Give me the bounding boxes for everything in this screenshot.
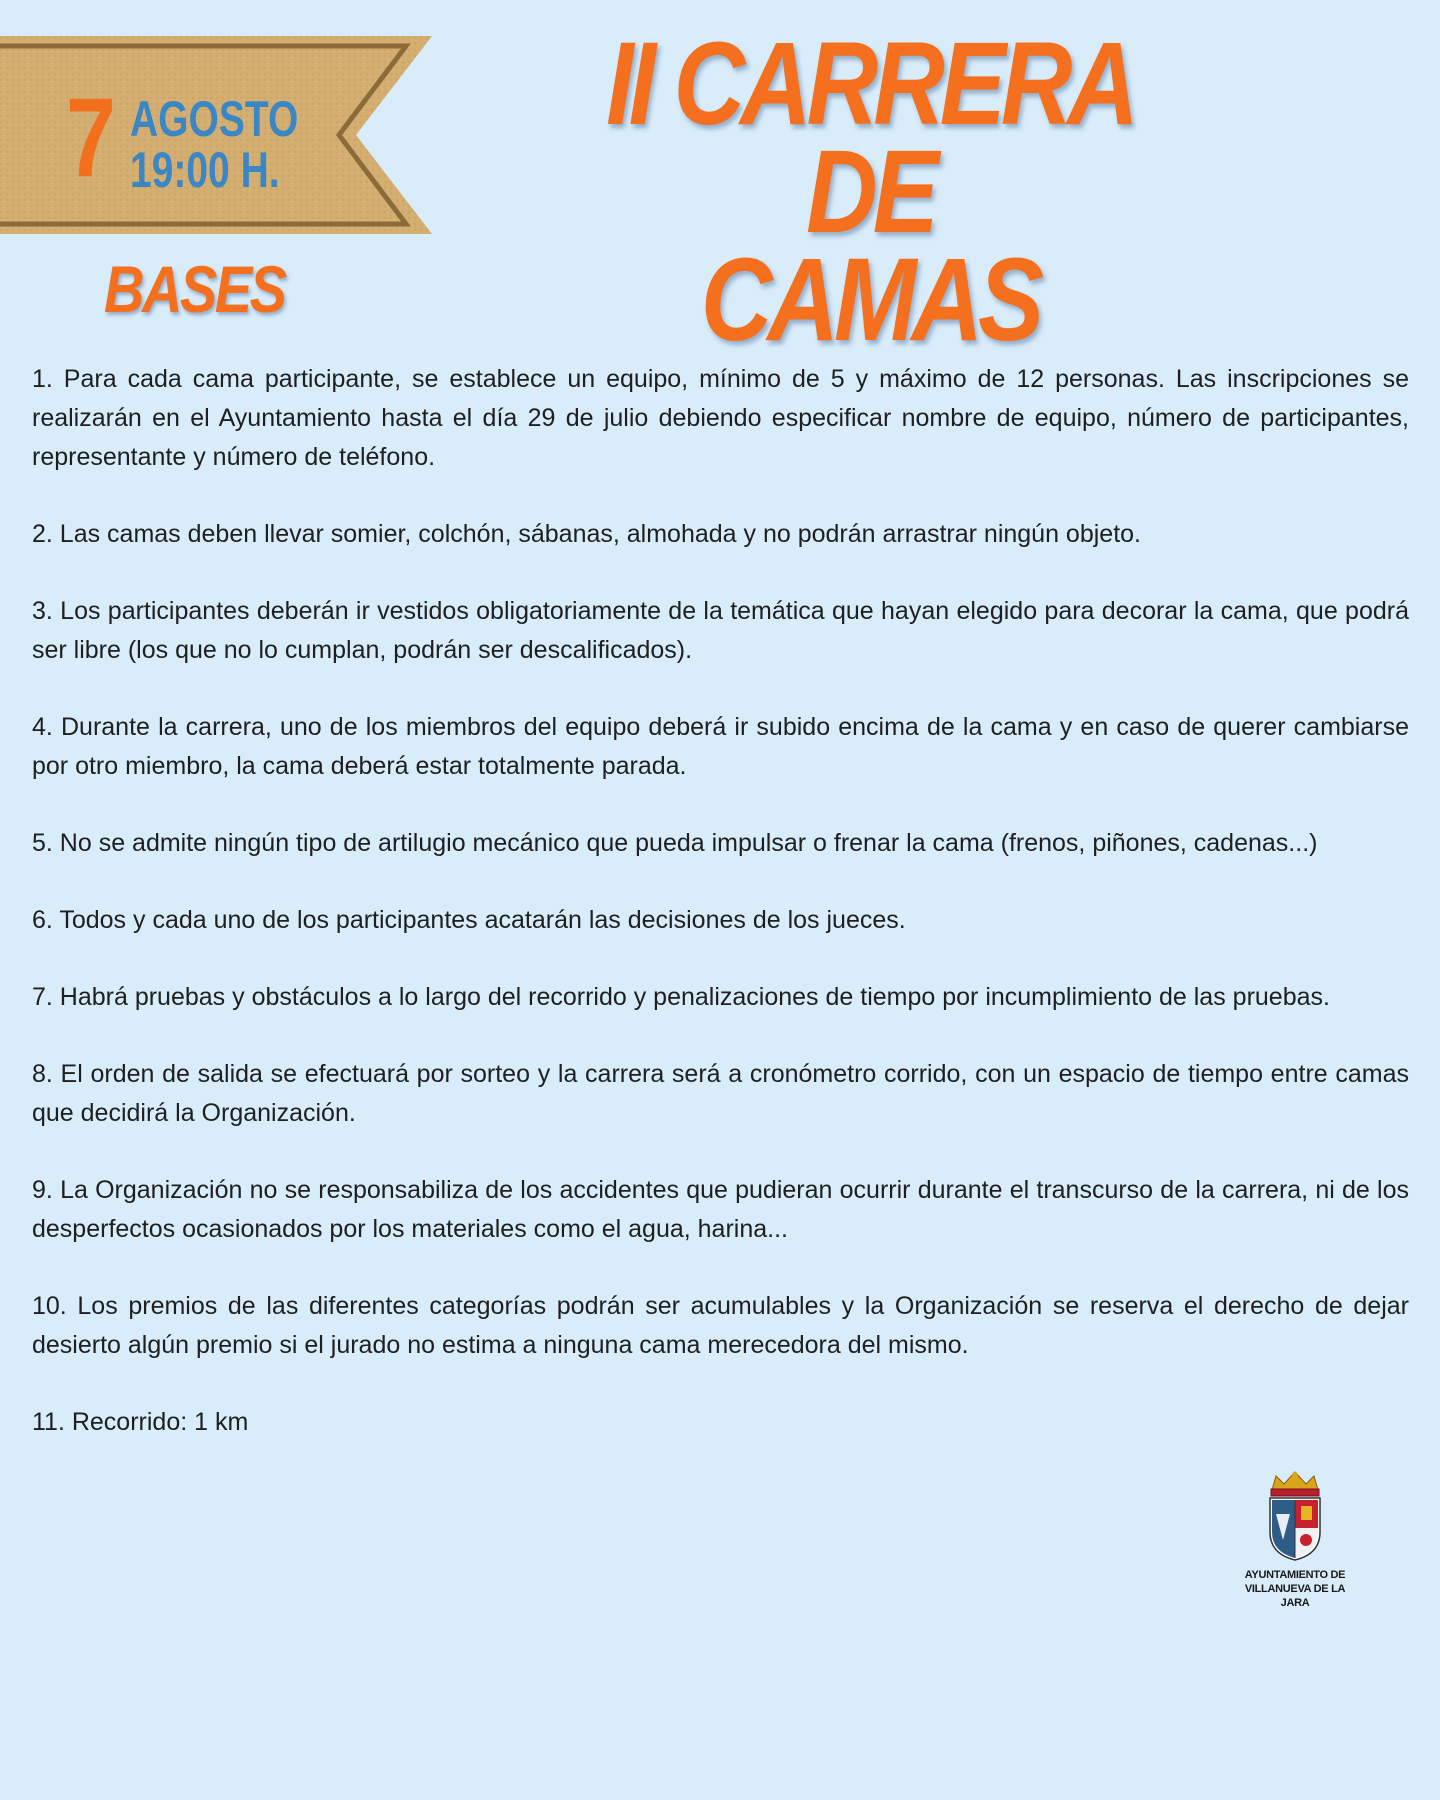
- municipal-logo: [1236, 1470, 1354, 1610]
- date-details: [130, 91, 299, 198]
- date-day: 7: [66, 75, 113, 200]
- date-banner: [0, 36, 432, 234]
- title-line-1: II CARRERA DE: [606, 18, 1134, 258]
- date-time: 19:00 H.: [130, 142, 280, 198]
- rule-item: 3. Los participantes deberán ir vestidos obligatoriamente de la temática que hayan elegido para decorar la cama, que podrá ser libre (los que no lo cumplan, podrán ser descalificados).: [32, 597, 1409, 664]
- logo-caption-line-1: AYUNTAMIENTO DE: [1244, 1569, 1346, 1581]
- coat-of-arms-icon: [1262, 1470, 1328, 1562]
- rule-item: 1. Para cada cama participante, se establece un equipo, mínimo de 5 y máximo de 12 personas. Las inscripciones se realizarán en el Ayuntamiento hasta el día 29 de julio debiendo especificar nombre de equipo, número de participantes, representante y número de teléfono.: [32, 365, 1409, 471]
- rule-item: 4. Durante la carrera, uno de los miembros del equipo deberá ir subido encima de la cama y en caso de querer cambiarse por otro miembro, la cama deberá estar totalmente parada.: [32, 713, 1409, 780]
- rule-item: 2. Las camas deben llevar somier, colchón, sábanas, almohada y no podrán arrastrar ningún objeto.: [32, 520, 1141, 548]
- rule-item: 5. No se admite ningún tipo de artilugio mecánico que pueda impulsar o frenar la cama (frenos, piñones, cadenas...): [32, 829, 1318, 857]
- rules-list: [32, 360, 1409, 1480]
- page-title: [576, 18, 1164, 366]
- rule-item: 7. Habrá pruebas y obstáculos a lo largo del recorrido y penalizaciones de tiempo por incumplimiento de las pruebas.: [32, 983, 1330, 1011]
- logo-caption-line-2: VILLANUEVA DE LA JARA: [1244, 1583, 1346, 1609]
- rule-item: 11. Recorrido: 1 km: [32, 1408, 249, 1436]
- logo-caption: [1236, 1568, 1354, 1610]
- rule-item: 6. Todos y cada uno de los participantes acatarán las decisiones de los jueces.: [32, 906, 906, 934]
- rule-item: 10. Los premios de las diferentes categorías podrán ser acumulables y la Organización se reserva el derecho de dejar desierto algún premio si el jurado no estima a ninguna cama merecedora del mismo.: [32, 1292, 1409, 1359]
- title-line-2: CAMAS: [700, 234, 1040, 366]
- date-month: AGOSTO: [130, 91, 299, 147]
- section-heading: BASES: [104, 252, 285, 326]
- rule-item: 8. El orden de salida se efectuará por sorteo y la carrera será a cronómetro corrido, con un espacio de tiempo entre camas que decidirá la Organización.: [32, 1060, 1409, 1127]
- rule-item: 9. La Organización no se responsabiliza de los accidentes que pudieran ocurrir durante el transcurso de la carrera, ni de los desperfectos ocasionados por los materiales como el agua, harina...: [32, 1176, 1409, 1243]
